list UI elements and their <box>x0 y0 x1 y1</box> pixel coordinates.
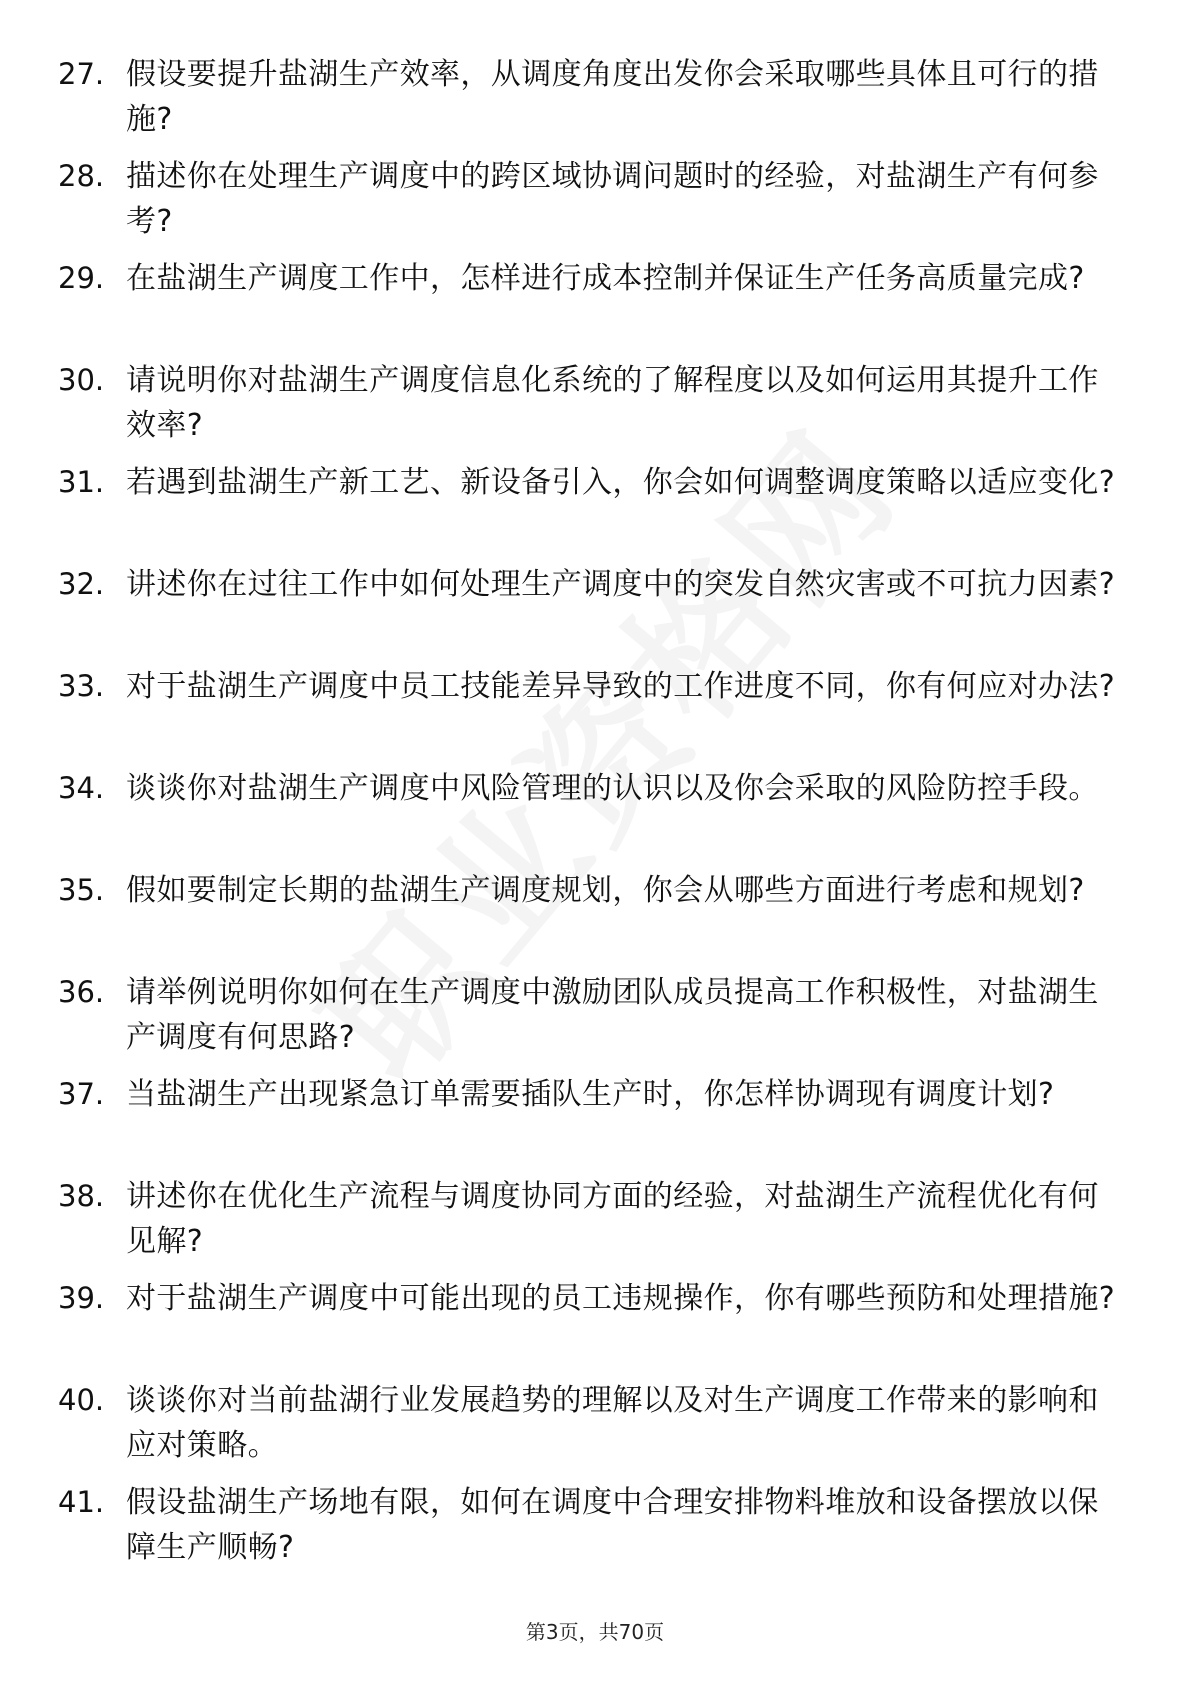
question-item <box>58 868 1118 970</box>
question-item <box>58 1276 1118 1378</box>
question-list <box>58 52 1118 1582</box>
question-item <box>58 1174 1118 1276</box>
question-item <box>58 562 1118 664</box>
question-number: 28. <box>58 159 105 193</box>
question-number: 29. <box>58 261 105 295</box>
page-number-footer: 第3页，共70页 <box>525 1620 665 1644</box>
question-text: 若遇到盐湖生产新工艺、新设备引入，你会如何调整调度策略以适应变化? <box>126 465 1116 500</box>
question-number: 27. <box>58 57 105 91</box>
question-item <box>58 970 1118 1072</box>
question-text: 谈谈你对当前盐湖行业发展趋势的理解以及对生产调度工作带来的影响和应对策略。 <box>126 1383 1099 1463</box>
question-item <box>58 1378 1118 1480</box>
question-number: 38. <box>58 1179 105 1213</box>
question-item <box>58 358 1118 460</box>
question-item <box>58 52 1118 154</box>
question-number: 37. <box>58 1077 105 1111</box>
question-number: 30. <box>58 363 105 397</box>
question-item <box>58 154 1118 256</box>
question-number: 40. <box>58 1383 105 1417</box>
question-number: 32. <box>58 567 105 601</box>
question-text: 对于盐湖生产调度中员工技能差异导致的工作进度不同，你有何应对办法? <box>126 669 1116 704</box>
question-item <box>58 766 1118 868</box>
question-number: 35. <box>58 873 105 907</box>
question-text: 请说明你对盐湖生产调度信息化系统的了解程度以及如何运用其提升工作效率? <box>126 363 1099 443</box>
question-text: 假如要制定长期的盐湖生产调度规划，你会从哪些方面进行考虑和规划? <box>126 873 1085 908</box>
question-text: 假设要提升盐湖生产效率，从调度角度出发你会采取哪些具体且可行的措施? <box>126 57 1099 137</box>
question-number: 41. <box>58 1485 105 1519</box>
question-number: 34. <box>58 771 105 805</box>
question-item <box>58 664 1118 766</box>
question-number: 36. <box>58 975 105 1009</box>
question-text: 谈谈你对盐湖生产调度中风险管理的认识以及你会采取的风险防控手段。 <box>126 771 1099 806</box>
question-text: 假设盐湖生产场地有限，如何在调度中合理安排物料堆放和设备摆放以保障生产顺畅? <box>126 1485 1099 1565</box>
question-text: 讲述你在优化生产流程与调度协同方面的经验，对盐湖生产流程优化有何见解? <box>126 1179 1099 1259</box>
question-number: 31. <box>58 465 105 499</box>
question-text: 讲述你在过往工作中如何处理生产调度中的突发自然灾害或不可抗力因素? <box>126 567 1116 602</box>
question-number: 33. <box>58 669 105 703</box>
question-text: 当盐湖生产出现紧急订单需要插队生产时，你怎样协调现有调度计划? <box>126 1077 1055 1112</box>
question-number: 39. <box>58 1281 105 1315</box>
question-item <box>58 1480 1118 1582</box>
question-text: 请举例说明你如何在生产调度中激励团队成员提高工作积极性，对盐湖生产调度有何思路? <box>126 975 1099 1055</box>
question-item <box>58 1072 1118 1174</box>
question-text: 对于盐湖生产调度中可能出现的员工违规操作，你有哪些预防和处理措施? <box>126 1281 1116 1316</box>
question-item <box>58 460 1118 562</box>
question-item <box>58 256 1118 358</box>
question-text: 描述你在处理生产调度中的跨区域协调问题时的经验，对盐湖生产有何参考? <box>126 159 1099 239</box>
question-text: 在盐湖生产调度工作中，怎样进行成本控制并保证生产任务高质量完成? <box>126 261 1085 296</box>
